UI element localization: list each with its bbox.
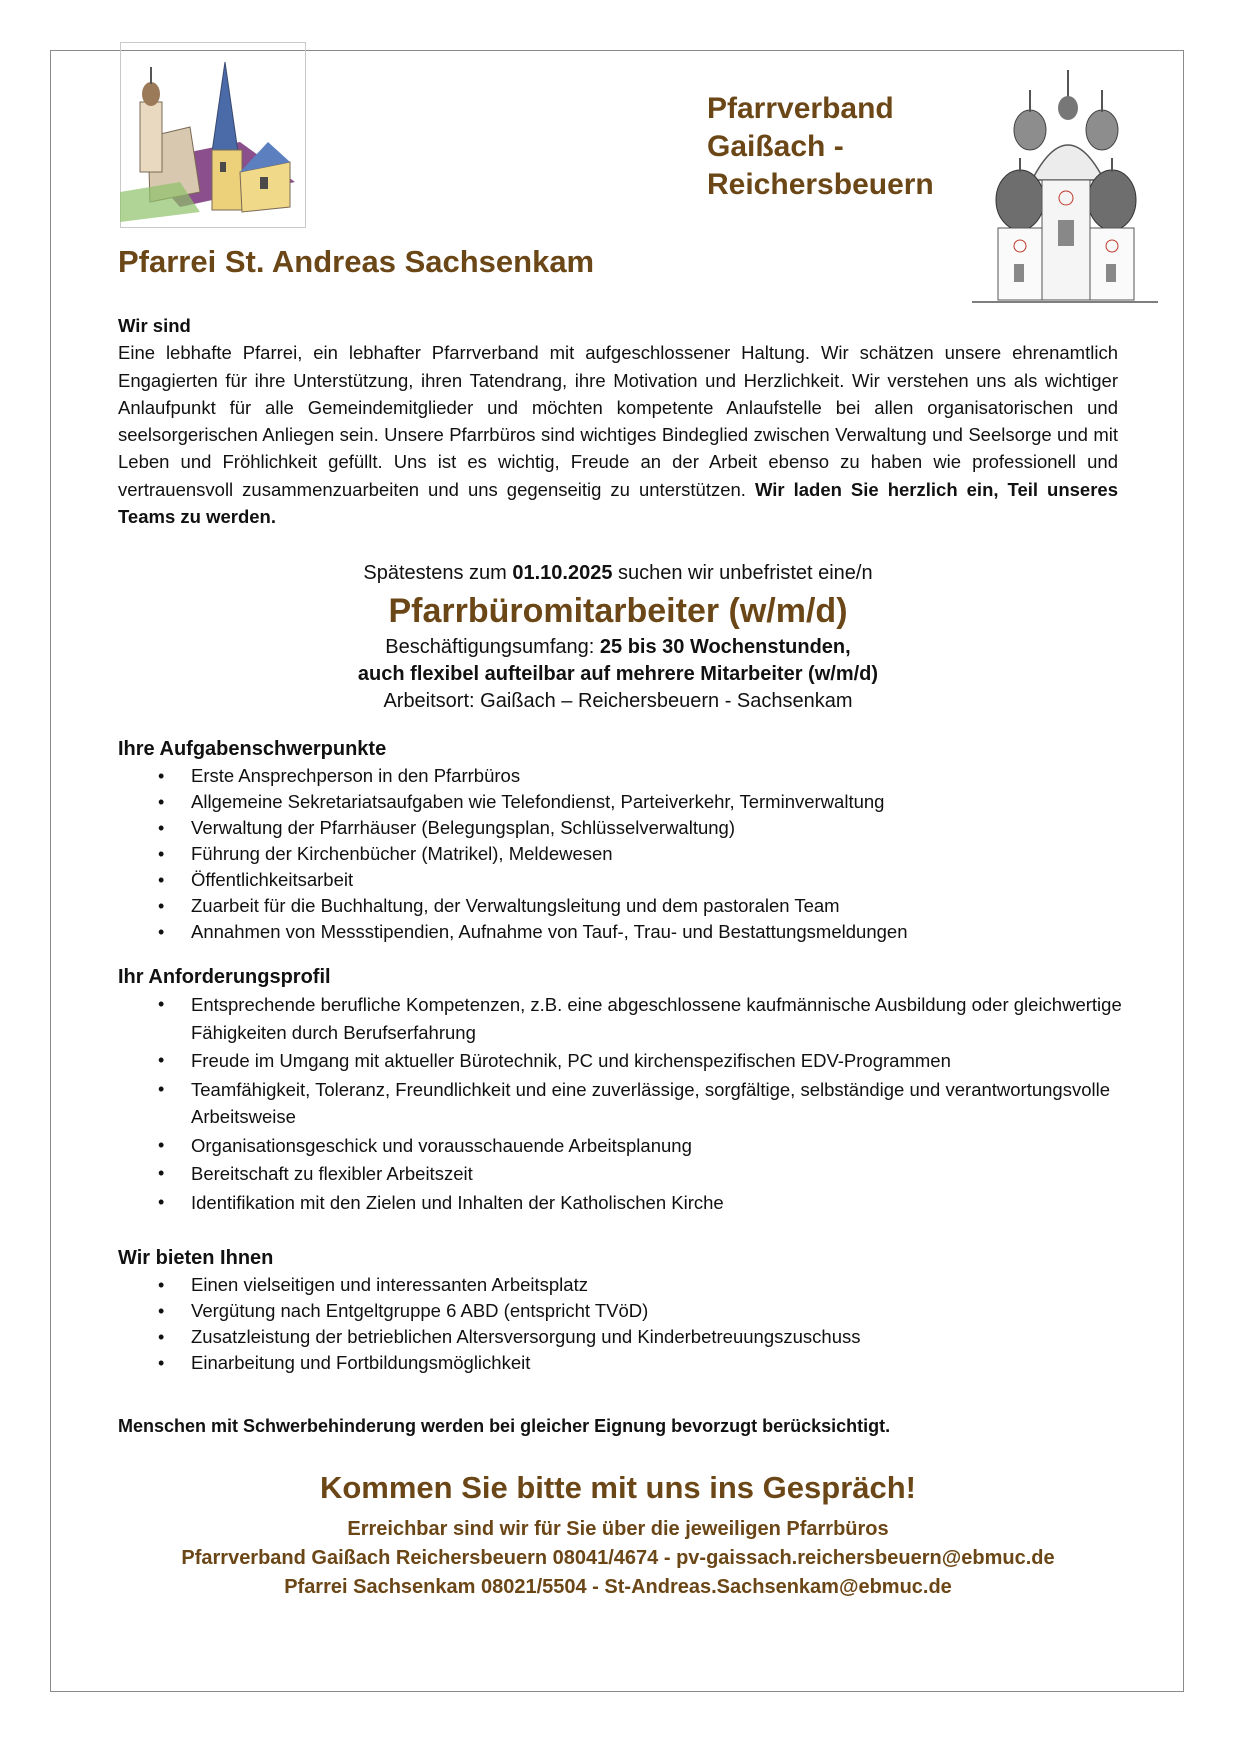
job-scope-label: Beschäftigungsumfang: xyxy=(385,636,600,658)
list-item: • Freude im Umgang mit aktueller Bürotechnik, PC und kirchenspezifischen EDV-Programmen xyxy=(118,1047,1128,1075)
job-start-line xyxy=(118,562,1118,585)
list-item: • Organisationsgeschick und vorausschauende Arbeitsplanung xyxy=(118,1132,1128,1160)
pfarrverband-title xyxy=(707,90,934,204)
contact-reach: Erreichbar sind wir für Sie über die jeweiligen Pfarrbüros xyxy=(347,1518,889,1540)
pfarrverband-line-3: Reichersbeuern xyxy=(707,168,934,201)
contact-details xyxy=(118,1515,1118,1602)
offer-heading: Wir bieten Ihnen xyxy=(118,1247,274,1269)
disability-note: Menschen mit Schwerbehinderung werden bei gleicher Eignung bevorzugt berücksichtigt. xyxy=(118,1416,891,1436)
job-start-pre: Spätestens zum xyxy=(363,562,513,584)
intro-section xyxy=(118,312,1118,530)
church-sketch-icon xyxy=(120,42,310,232)
job-flex-line: auch flexibel aufteilbar auf mehrere Mitarbeiter (w/m/d) xyxy=(357,663,879,685)
intro-invitation: Wir laden Sie herzlich ein, Teil unseres Teams zu werden. xyxy=(118,478,1118,528)
tasks-section xyxy=(118,738,1128,945)
job-location: Arbeitsort: Gaißach – Reichersbeuern - Sachsenkam xyxy=(383,690,853,712)
contact-headline: Kommen Sie bitte mit uns ins Gespräch! xyxy=(319,1470,916,1505)
list-item: • Entsprechende berufliche Kompetenzen, z.B. eine abgeschlossene kaufmännische Ausbildung oder gleichwertige Fähigkeiten durch Berufserfahrung xyxy=(118,991,1128,1046)
intro-text: Eine lebhafte Pfarrei, ein lebhafter Pfarrverband mit aufgeschlossener Haltung. Wir schätzen unsere ehrenamtlich Engagierten für ihre Unterstützung, ihren Tatendrang, ihre Motivation und Herzlichkeit. Wir verstehen uns als wichtiger Anlaufpunkt für alle Gemeindemitglieder und möchten kompetente Anlaufstelle bei allen organisatorischen und seelsorgerischen Anliegen sein. Unsere Pfarrbüros sind wichtiges Bindeglied zwischen Verwaltung und Seelsorge und mit Leben und Fröhlichkeit gefüllt. Uns ist es wichtig, Freude an der Arbeit ebenso zu haben wie professionell und vertrauensvoll zusammenzuarbeiten und uns gegenseitig zu unterstützen. xyxy=(118,342,1118,500)
pfarrei-title: Pfarrei St. Andreas Sachsenkam xyxy=(118,244,595,279)
requirements-heading: Ihr Anforderungsprofil xyxy=(118,966,331,988)
pfarrverband-line-1: Pfarrverband xyxy=(707,92,894,125)
requirements-section xyxy=(118,966,1128,1217)
list-item: • Erste Ansprechperson in den Pfarrbüros xyxy=(118,763,1128,789)
list-item: • Zuarbeit für die Buchhaltung, der Verwaltungsleitung und dem pastoralen Team xyxy=(118,893,1128,919)
list-item: • Allgemeine Sekretariatsaufgaben wie Telefondienst, Parteiverkehr, Terminverwaltung xyxy=(118,789,1128,815)
tasks-list xyxy=(118,763,1128,945)
job-scope xyxy=(118,634,1118,661)
list-item: • Annahmen von Messstipendien, Aufnahme von Tauf-, Trau- und Bestattungsmeldungen xyxy=(118,919,1128,945)
contact-pfarrei: Pfarrei Sachsenkam 08021/5504 - St-Andreas.Sachsenkam@ebmuc.de xyxy=(284,1576,952,1598)
contact-pfarrverband: Pfarrverband Gaißach Reichersbeuern 08041/4674 - pv-gaissach.reichersbeuern@ebmuc.de xyxy=(181,1547,1055,1569)
job-scope-value: 25 bis 30 Wochenstunden, xyxy=(599,636,851,658)
intro-paragraph xyxy=(118,339,1118,530)
offer-list xyxy=(118,1272,1128,1376)
pfarrverband-line-2: Gaißach - xyxy=(707,130,844,163)
list-item: • Öffentlichkeitsarbeit xyxy=(118,867,1128,893)
list-item: • Identifikation mit den Zielen und Inhalten der Katholischen Kirche xyxy=(118,1189,1128,1217)
list-item: • Bereitschaft zu flexibler Arbeitszeit xyxy=(118,1160,1128,1188)
job-details xyxy=(118,634,1118,715)
list-item: • Einarbeitung und Fortbildungsmöglichkeit xyxy=(118,1350,1128,1376)
requirements-list xyxy=(118,991,1128,1216)
list-item: • Führung der Kirchenbücher (Matrikel), Meldewesen xyxy=(118,841,1128,867)
tasks-heading: Ihre Aufgabenschwerpunkte xyxy=(118,738,387,760)
job-start-date: 01.10.2025 xyxy=(512,562,613,584)
list-item: • Verwaltung der Pfarrhäuser (Belegungsplan, Schlüsselverwaltung) xyxy=(118,815,1128,841)
intro-heading: Wir sind xyxy=(118,315,191,336)
job-title: Pfarrbüromitarbeiter (w/m/d) xyxy=(388,592,848,630)
list-item: • Vergütung nach Entgeltgruppe 6 ABD (entspricht TVöD) xyxy=(118,1298,1128,1324)
list-item: • Einen vielseitigen und interessanten Arbeitsplatz xyxy=(118,1272,1128,1298)
list-item: • Teamfähigkeit, Toleranz, Freundlichkeit und eine zuverlässige, sorgfältige, selbständige und verantwortungsvolle Arbeitsweise xyxy=(118,1076,1128,1131)
list-item: • Zusatzleistung der betrieblichen Altersversorgung und Kinderbetreuungszuschuss xyxy=(118,1324,1128,1350)
job-start-post: suchen wir unbefristet eine/n xyxy=(612,562,873,584)
onion-dome-church-icon xyxy=(972,70,1158,306)
offer-section xyxy=(118,1247,1128,1376)
